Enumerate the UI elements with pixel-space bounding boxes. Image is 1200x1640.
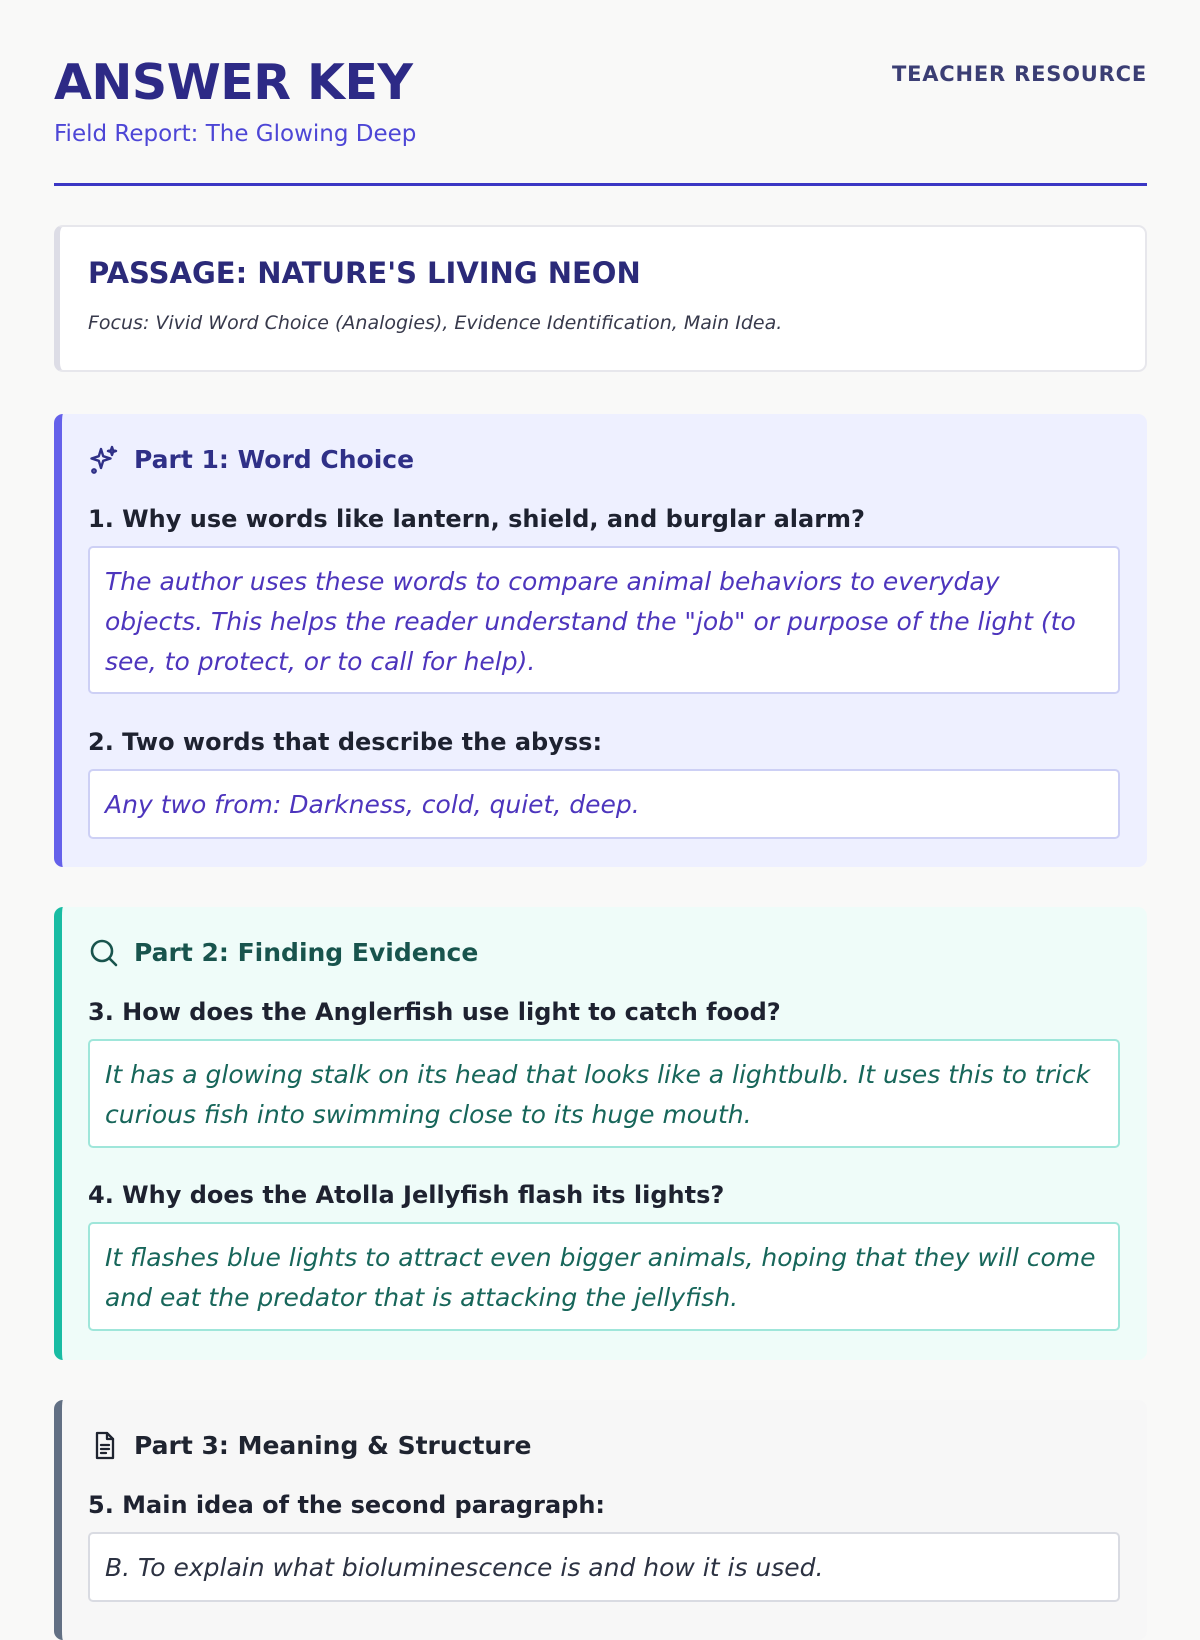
answer-2: Any two from: Darkness, cold, quiet, deep. (88, 769, 1120, 839)
answer-4: It flashes blue lights to attract even bigger animals, hoping that they will come and eat the predator that is attacking the jellyfish. (88, 1222, 1120, 1331)
section-title: Part 1: Word Choice (134, 445, 415, 474)
teacher-resource-label: TEACHER RESOURCE (891, 62, 1147, 86)
passage-focus: Focus: Vivid Word Choice (Analogies), Evidence Identification, Main Idea. (88, 312, 783, 334)
section-header (88, 1429, 532, 1463)
question-2: 2. Two words that describe the abyss: (88, 728, 603, 756)
document-icon (88, 1430, 120, 1462)
section-title: Part 3: Meaning & Structure (134, 1431, 532, 1460)
section-header (88, 936, 478, 970)
passage-title: PASSAGE: NATURE'S LIVING NEON (88, 256, 641, 290)
part-2-finding-evidence-section (54, 907, 1147, 1360)
passage-card (54, 225, 1147, 372)
answer-1: The author uses these words to compare animal behaviors to everyday objects. This helps the reader understand the "job" or purpose of the light (to see, to protect, or to call for help). (88, 546, 1120, 694)
part-1-word-choice-section (54, 414, 1147, 867)
part-3-meaning-structure-section (54, 1400, 1147, 1640)
answer-3: It has a glowing stalk on its head that looks like a lightbulb. It uses this to trick curious fish into swimming close to its huge mouth. (88, 1039, 1120, 1148)
section-title: Part 2: Finding Evidence (134, 938, 479, 967)
answer-key-page (54, 0, 1147, 1582)
section-header (88, 443, 414, 477)
search-icon (88, 937, 120, 969)
question-5: 5. Main idea of the second paragraph: (88, 1491, 606, 1519)
page-header (54, 0, 1147, 186)
answer-5: B. To explain what bioluminescence is and how it is used. (88, 1532, 1120, 1602)
question-3: 3. How does the Anglerfish use light to catch food? (88, 998, 781, 1026)
sparkles-icon (88, 444, 120, 476)
question-1: 1. Why use words like lantern, shield, and burglar alarm? (88, 505, 865, 533)
page-title: ANSWER KEY (54, 54, 413, 111)
question-4: 4. Why does the Atolla Jellyfish flash its lights? (88, 1181, 725, 1209)
page-subtitle: Field Report: The Glowing Deep (54, 121, 417, 147)
